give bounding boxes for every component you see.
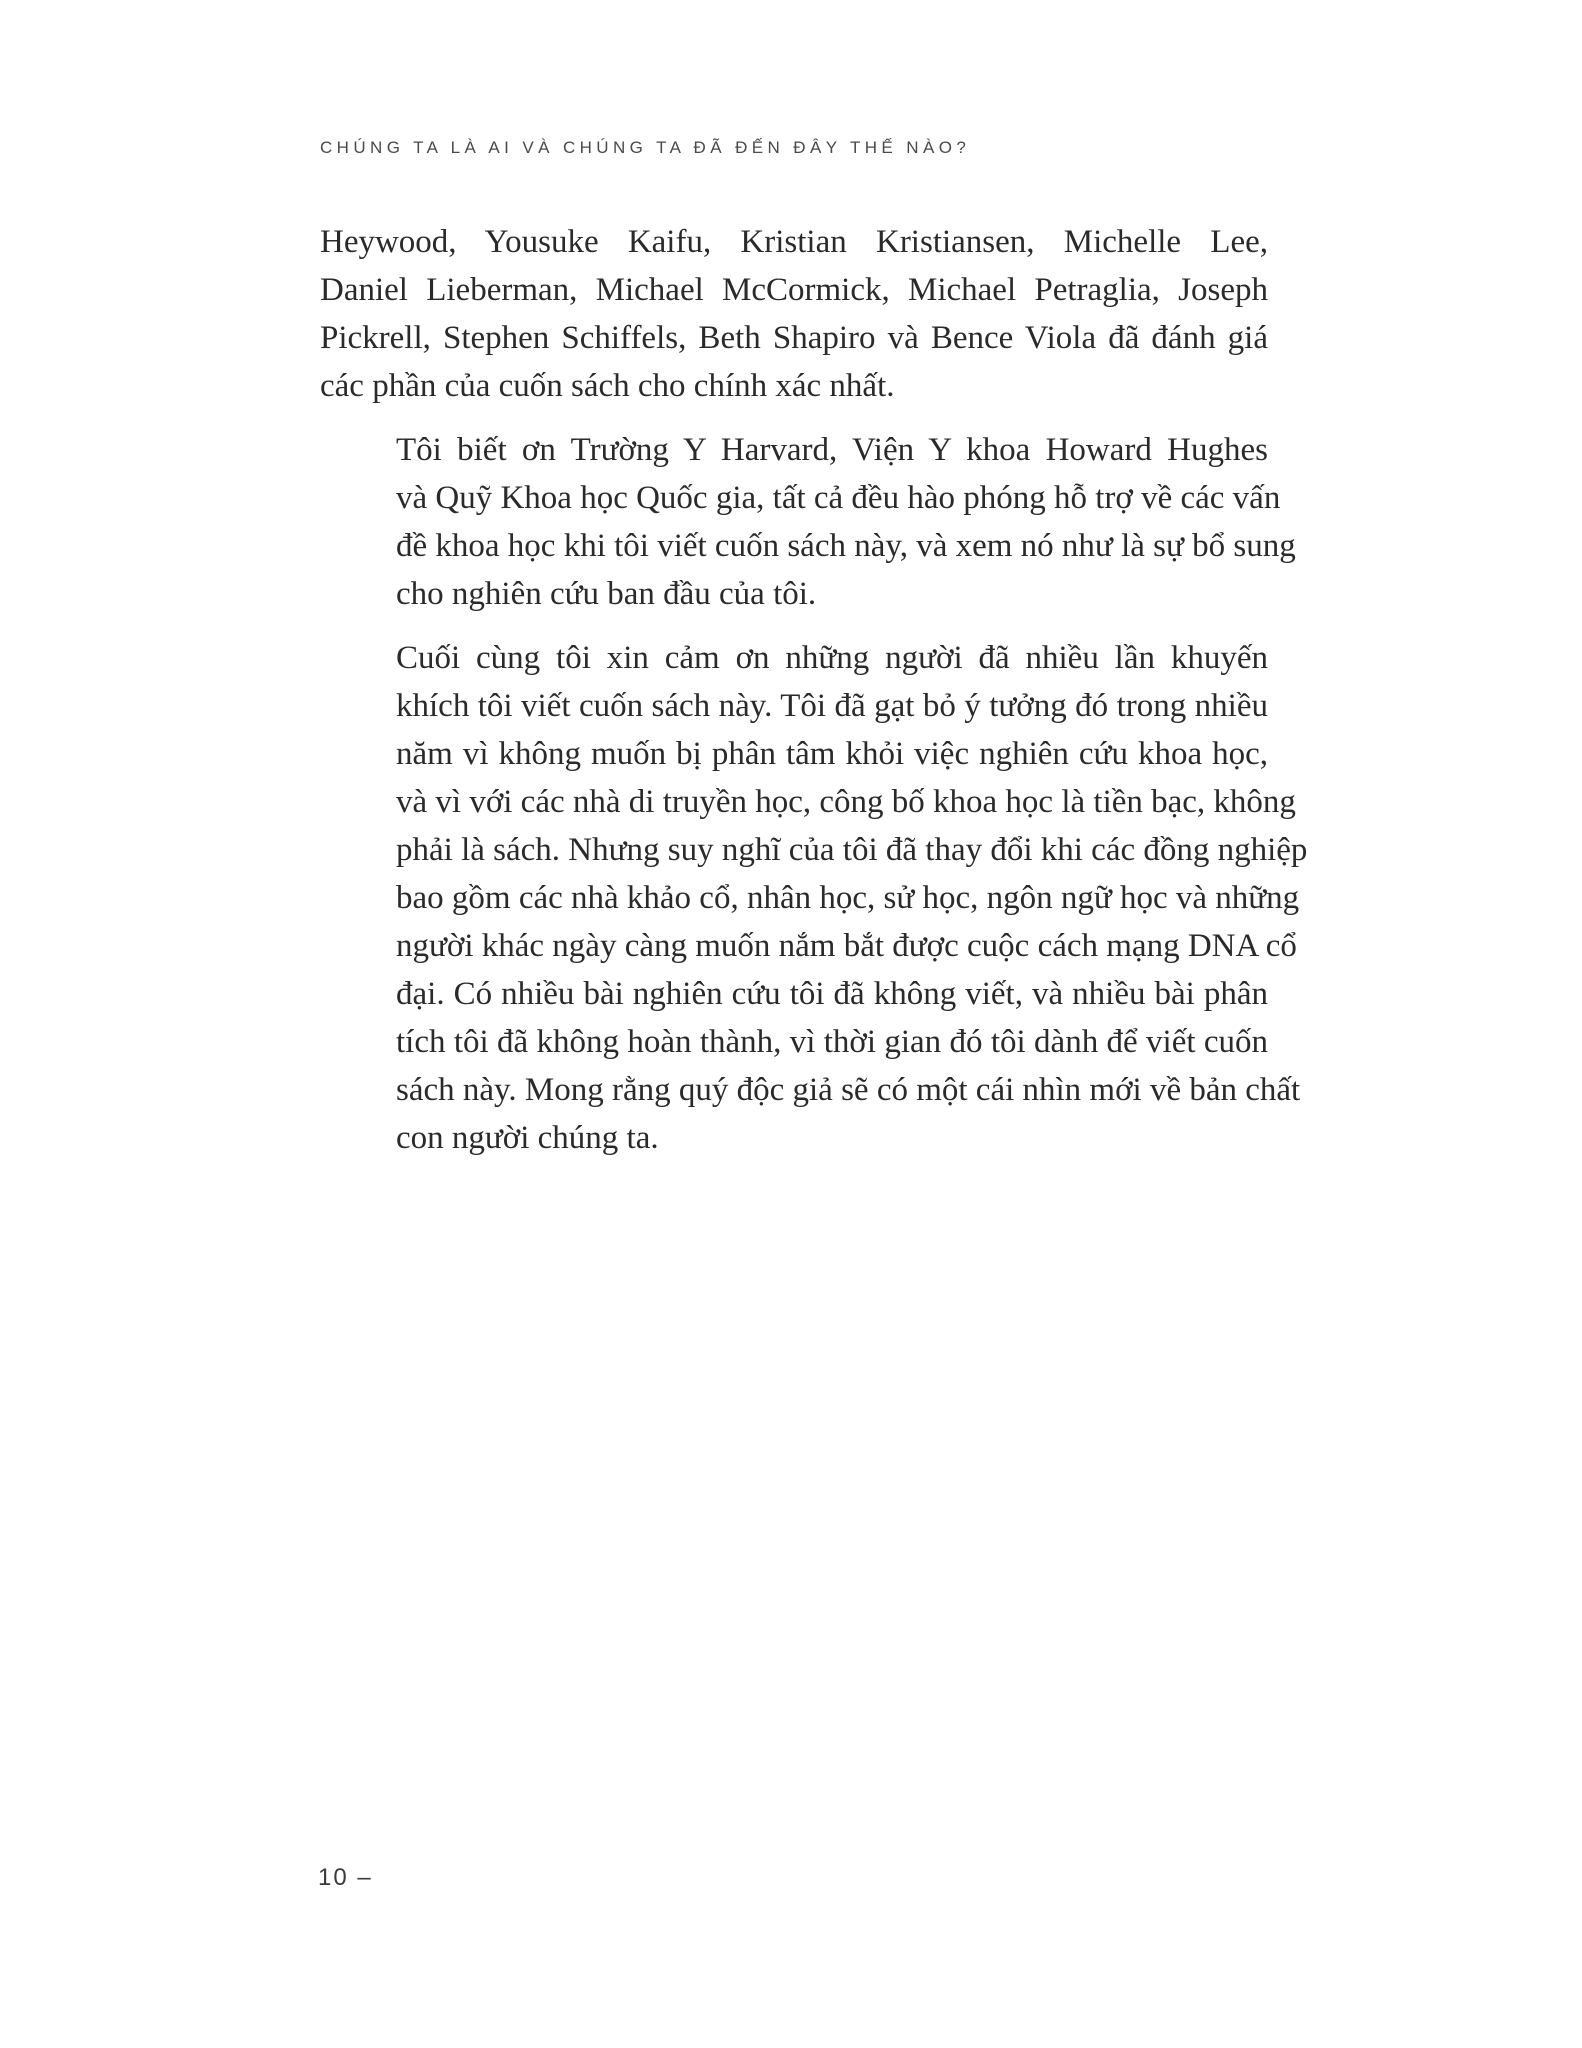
text-line: Tôi biết ơn Trường Y Harvard, Viện Y khoa Howard Hughes [396, 432, 1268, 468]
text-line: sách này. Mong rằng quý độc giả sẽ có một cái nhìn mới về bản chất [396, 1072, 1301, 1108]
text-line: Pickrell, Stephen Schiffels, Beth Shapiro và Bence Viola đã đánh giá [320, 320, 1268, 356]
text-line: bao gồm các nhà khảo cổ, nhân học, sử học, ngôn ngữ học và những [396, 880, 1300, 916]
text-line: các phần của cuốn sách cho chính xác nhất. [320, 368, 895, 404]
text-line: phải là sách. Nhưng suy nghĩ của tôi đã thay đổi khi các đồng nghiệp [396, 832, 1308, 868]
text-line: người khác ngày càng muốn nắm bắt được cuộc cách mạng DNA cổ [396, 928, 1297, 964]
paragraph-3 [320, 634, 1308, 1162]
text-line: Cuối cùng tôi xin cảm ơn những người đã nhiều lần khuyến [396, 640, 1268, 676]
text-line: Daniel Lieberman, Michael McCormick, Michael Petraglia, Joseph [320, 272, 1268, 308]
body-text [320, 218, 1308, 1162]
text-line: và vì với các nhà di truyền học, công bố khoa học là tiền bạc, không [396, 784, 1296, 820]
text-line: cho nghiên cứu ban đầu của tôi. [396, 576, 817, 612]
paragraph-2 [320, 426, 1296, 618]
text-line: năm vì không muốn bị phân tâm khỏi việc nghiên cứu khoa học, [396, 736, 1268, 772]
paragraph-1 [320, 218, 1268, 410]
page-number: 10 – [318, 1864, 373, 1891]
text-line: tích tôi đã không hoàn thành, vì thời gian đó tôi dành để viết cuốn [396, 1024, 1268, 1060]
running-header: CHÚNG TA LÀ AI VÀ CHÚNG TA ĐÃ ĐẾN ĐÂY THẾ NÀO? [320, 138, 971, 157]
text-line: và Quỹ Khoa học Quốc gia, tất cả đều hào phóng hỗ trợ về các vấn [396, 480, 1281, 516]
text-line: Heywood, Yousuke Kaifu, Kristian Kristiansen, Michelle Lee, [320, 224, 1268, 260]
text-line: đại. Có nhiều bài nghiên cứu tôi đã không viết, và nhiều bài phân [396, 976, 1268, 1012]
text-line: đề khoa học khi tôi viết cuốn sách này, và xem nó như là sự bổ sung [396, 528, 1296, 564]
text-line: con người chúng ta. [396, 1120, 659, 1156]
text-line: khích tôi viết cuốn sách này. Tôi đã gạt bỏ ý tưởng đó trong nhiều [396, 688, 1268, 724]
